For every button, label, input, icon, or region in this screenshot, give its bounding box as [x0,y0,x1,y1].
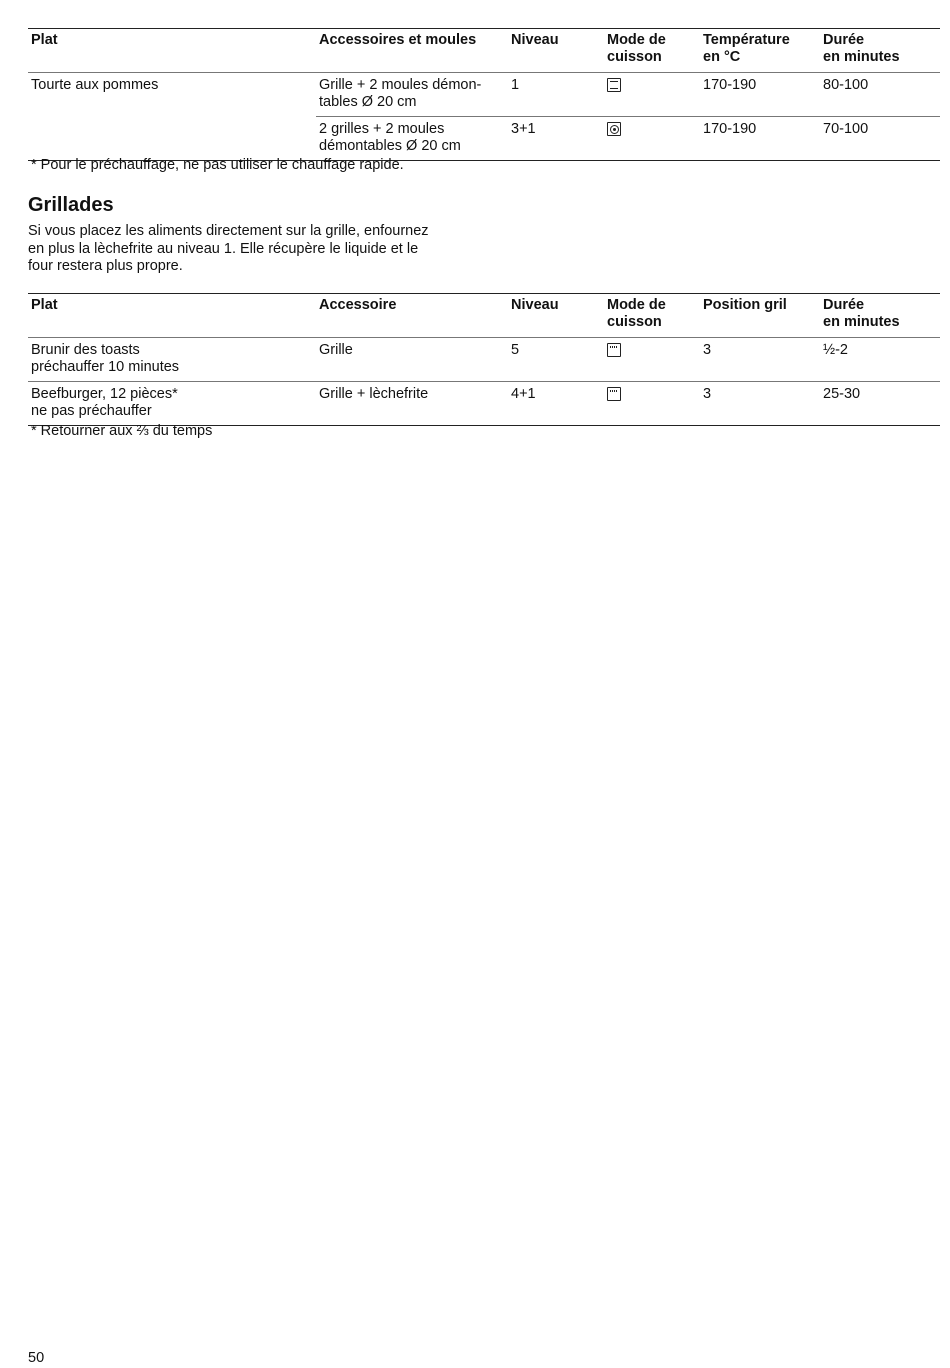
table-row [28,73,940,117]
cell-mode [604,117,700,161]
header-niveau: Niveau [508,294,604,338]
grill-icon [607,387,621,401]
cell-plat: Brunir des toasts préchauffer 10 minutes [31,342,180,375]
header-duree: Durée en minutes [820,29,940,73]
cell-position: 3 [703,342,712,358]
cell-accessoires: Grille + 2 moules démon- tables Ø 20 cm [319,77,482,110]
cell-mode [604,382,700,426]
cell-niveau: 4+1 [508,382,604,426]
table-row [28,338,940,382]
table-header-row [28,294,940,338]
cell-duree: 25-30 [820,382,940,426]
baking-table [28,28,940,161]
section-title: Grillades [28,194,114,216]
cell-niveau: 3+1 [508,117,604,161]
page-number: 50 [28,1350,45,1366]
cell-duree: ½-2 [823,342,848,358]
cell-mode [604,73,700,117]
cell-accessoire: Grille + lèchefrite [316,382,508,426]
grill-table [28,293,940,426]
header-position-gril: Position gril [700,294,820,338]
table2-footnote: * Retourner aux ⅔ du temps [31,423,213,439]
cell-niveau: 5 [511,342,520,358]
header-plat: Plat [28,294,316,338]
header-accessoire: Accessoire [316,294,508,338]
section-intro: Si vous placez les aliments directement sur la grille, enfournez en plus la lèchefrite au niveau 1. Elle récupère le liquide et le four restera plus propre. [28,223,429,274]
cell-temperature: 170-190 [703,77,757,93]
grill-icon [607,343,621,357]
cell-temperature: 170-190 [700,117,820,161]
table-row [28,382,940,426]
header-mode: Mode de cuisson [604,294,700,338]
cell-accessoires: 2 grilles + 2 moules démontables Ø 20 cm [316,117,508,161]
top-bottom-heat-icon [607,78,621,92]
table-header-row [28,29,940,73]
header-mode: Mode de cuisson [604,29,700,73]
cell-duree: 80-100 [823,77,869,93]
cell-niveau: 1 [511,77,520,93]
table1-footnote: * Pour le préchauffage, ne pas utiliser le chauffage rapide. [31,157,404,173]
header-accessoires: Accessoires et moules [316,29,508,73]
header-niveau: Niveau [508,29,604,73]
header-plat: Plat [28,29,316,73]
cell-plat: Tourte aux pommes [28,73,316,161]
header-duree: Durée en minutes [820,294,940,338]
header-temperature: Température en °C [700,29,820,73]
cell-position: 3 [700,382,820,426]
cell-plat: Beefburger, 12 pièces* ne pas préchauffer [28,382,316,426]
cell-accessoire: Grille [319,342,353,358]
cell-mode [604,338,700,382]
cell-duree: 70-100 [820,117,940,161]
hot-air-fan-icon [607,122,621,136]
